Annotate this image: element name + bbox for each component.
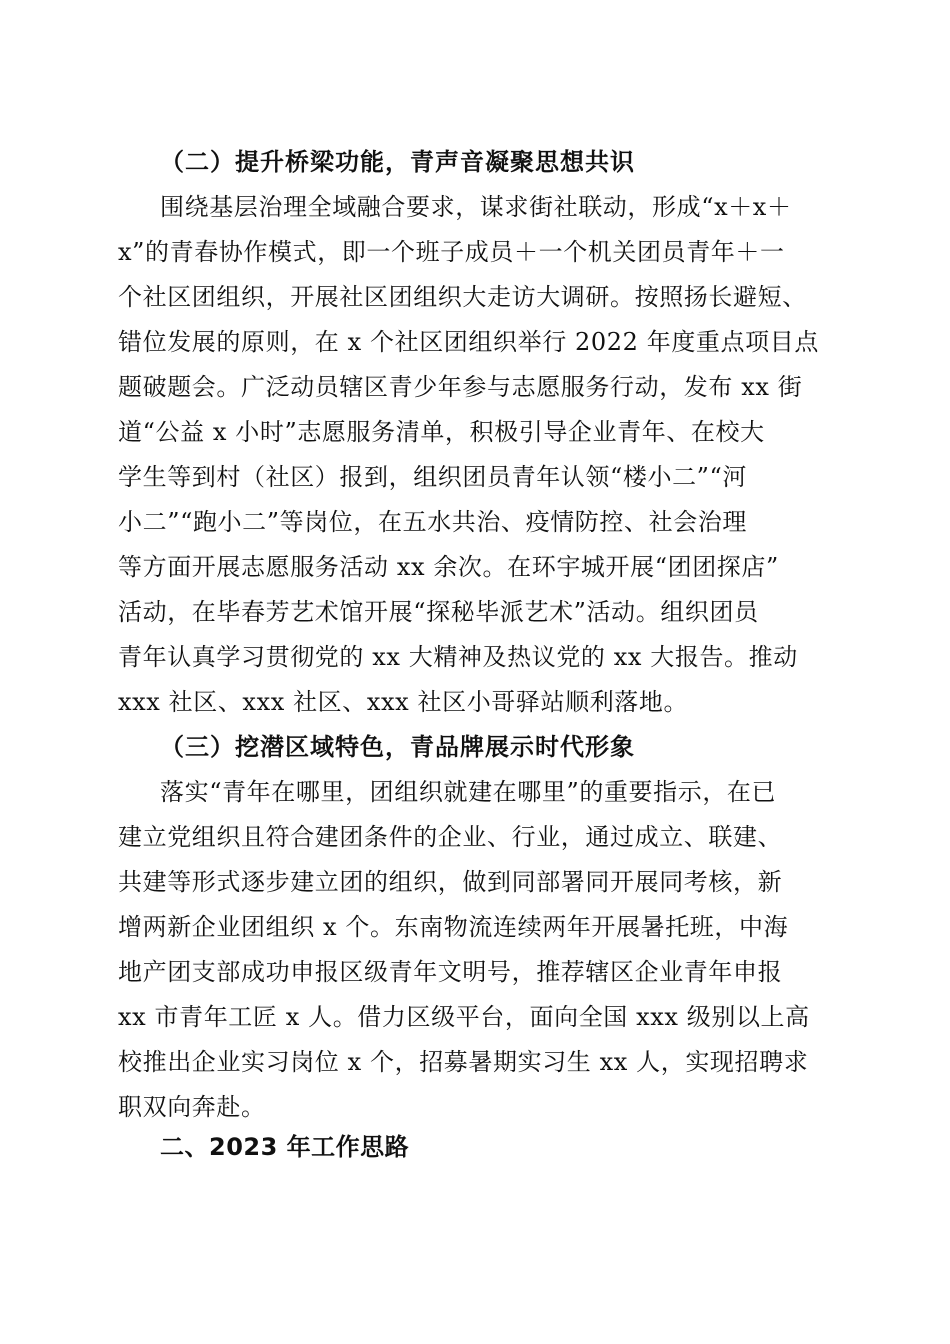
paragraph-line: 学生等到村（社区）报到，组织团员青年认领“楼小二”“河: [118, 463, 748, 491]
paragraph-line: 建立党组织且符合建团条件的企业、行业，通过成立、联建、: [118, 823, 783, 851]
paragraph-line: 活动，在毕春芳艺术馆开展“探秘毕派艺术”活动。组织团员: [118, 598, 759, 626]
paragraph-line: 个社区团组织，开展社区团组织大走访大调研。按照扬长避短、: [118, 283, 807, 311]
paragraph-line: 增两新企业团组织 x 个。东南物流连续两年开展暑托班，中海: [118, 913, 789, 941]
paragraph-line: 青年认真学习贯彻党的 xx 大精神及热议党的 xx 大报告。推动: [118, 643, 798, 671]
paragraph-line: 落实“青年在哪里，团组织就建在哪里”的重要指示，在已: [160, 778, 777, 806]
paragraph-line: 地产团支部成功申报区级青年文明号，推荐辖区企业青年申报: [118, 958, 783, 986]
section-heading-3: （三）挖潜区域特色，青品牌展示时代形象: [160, 732, 635, 761]
paragraph-line: 道“公益 x 小时”志愿服务清单，积极引导企业青年、在校大: [118, 418, 765, 446]
paragraph-line: 校推出企业实习岗位 x 个，招募暑期实习生 xx 人，实现招聘求: [118, 1048, 809, 1076]
major-section-heading: 二、2023 年工作思路: [160, 1133, 410, 1161]
section-heading-2: （二）提升桥梁功能，青声音凝聚思想共识: [160, 147, 635, 176]
paragraph-line: xxx 社区、xxx 社区、xxx 社区小哥驿站顺利落地。: [118, 688, 689, 716]
paragraph-line: 小二”“跑小二”等岗位，在五水共治、疫情防控、社会治理: [118, 508, 748, 536]
paragraph-line: 围绕基层治理全域融合要求，谋求街社联动，形成“x＋x＋: [160, 193, 792, 221]
paragraph-line: 职双向奔赴。: [118, 1093, 266, 1121]
paragraph-line: x”的青春协作模式，即一个班子成员＋一个机关团员青年＋一: [118, 238, 785, 266]
paragraph-line: 共建等形式逐步建立团的组织，做到同部署同开展同考核，新: [118, 868, 783, 896]
paragraph-line: 等方面开展志愿服务活动 xx 余次。在环宇城开展“团团探店”: [118, 553, 779, 581]
paragraph-line: xx 市青年工匠 x 人。借力区级平台，面向全国 xxx 级别以上高: [118, 1003, 810, 1031]
paragraph-line: 题破题会。广泛动员辖区青少年参与志愿服务行动，发布 xx 街: [118, 373, 803, 401]
paragraph-line: 错位发展的原则，在 x 个社区团组织举行 2022 年度重点项目点: [118, 328, 819, 356]
